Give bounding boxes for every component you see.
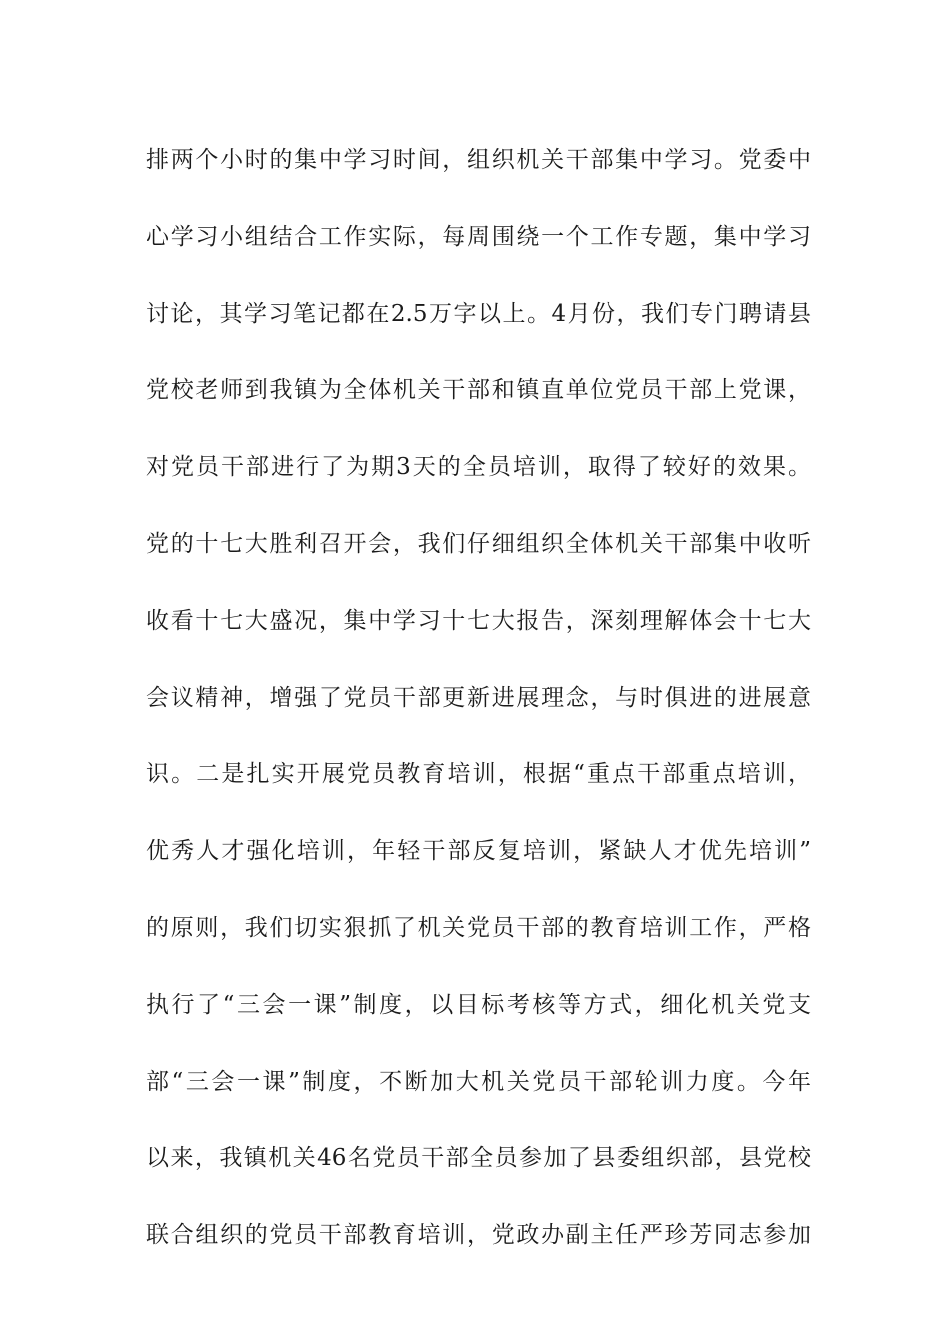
text-line-10: 优秀人才强化培训，年轻干部反复培训，紧缺人才优先培训” xyxy=(146,838,811,865)
text-line-2: 心学习小组结合工作实际，每周围绕一个工作专题，集中学习 xyxy=(146,223,811,250)
text-line-6: 党的十七大胜利召开会，我们仔细组织全体机关干部集中收听 xyxy=(146,530,811,557)
text-line-7: 收看十七大盛况，集中学习十七大报告，深刻理解体会十七大 xyxy=(146,607,811,634)
text-line-14: 以来，我镇机关46名党员干部全员参加了县委组织部，县党校 xyxy=(146,1145,811,1172)
text-line-15: 联合组织的党员干部教育培训，党政办副主任严珍芳同志参加 xyxy=(146,1222,811,1249)
body-text xyxy=(146,133,811,1285)
text-line-3: 讨论，其学习笔记都在2.5万字以上。4月份，我们专门聘请县 xyxy=(146,300,811,327)
text-line-1: 排两个小时的集中学习时间，组织机关干部集中学习。党委中 xyxy=(146,147,811,173)
text-line-4: 党校老师到我镇为全体机关干部和镇直单位党员干部上党课， xyxy=(146,377,811,404)
text-line-13: 部“三会一课”制度，不断加大机关党员干部轮训力度。今年 xyxy=(146,1068,811,1095)
text-line-9: 识。二是扎实开展党员教育培训，根据“重点干部重点培训， xyxy=(146,761,811,788)
text-line-11: 的原则，我们切实狠抓了机关党员干部的教育培训工作，严格 xyxy=(146,914,811,941)
text-line-12: 执行了“三会一课”制度，以目标考核等方式，细化机关党支 xyxy=(146,991,811,1018)
text-line-5: 对党员干部进行了为期3天的全员培训，取得了较好的效果。 xyxy=(146,454,811,481)
text-line-8: 会议精神，增强了党员干部更新进展理念，与时俱进的进展意 xyxy=(146,684,811,711)
